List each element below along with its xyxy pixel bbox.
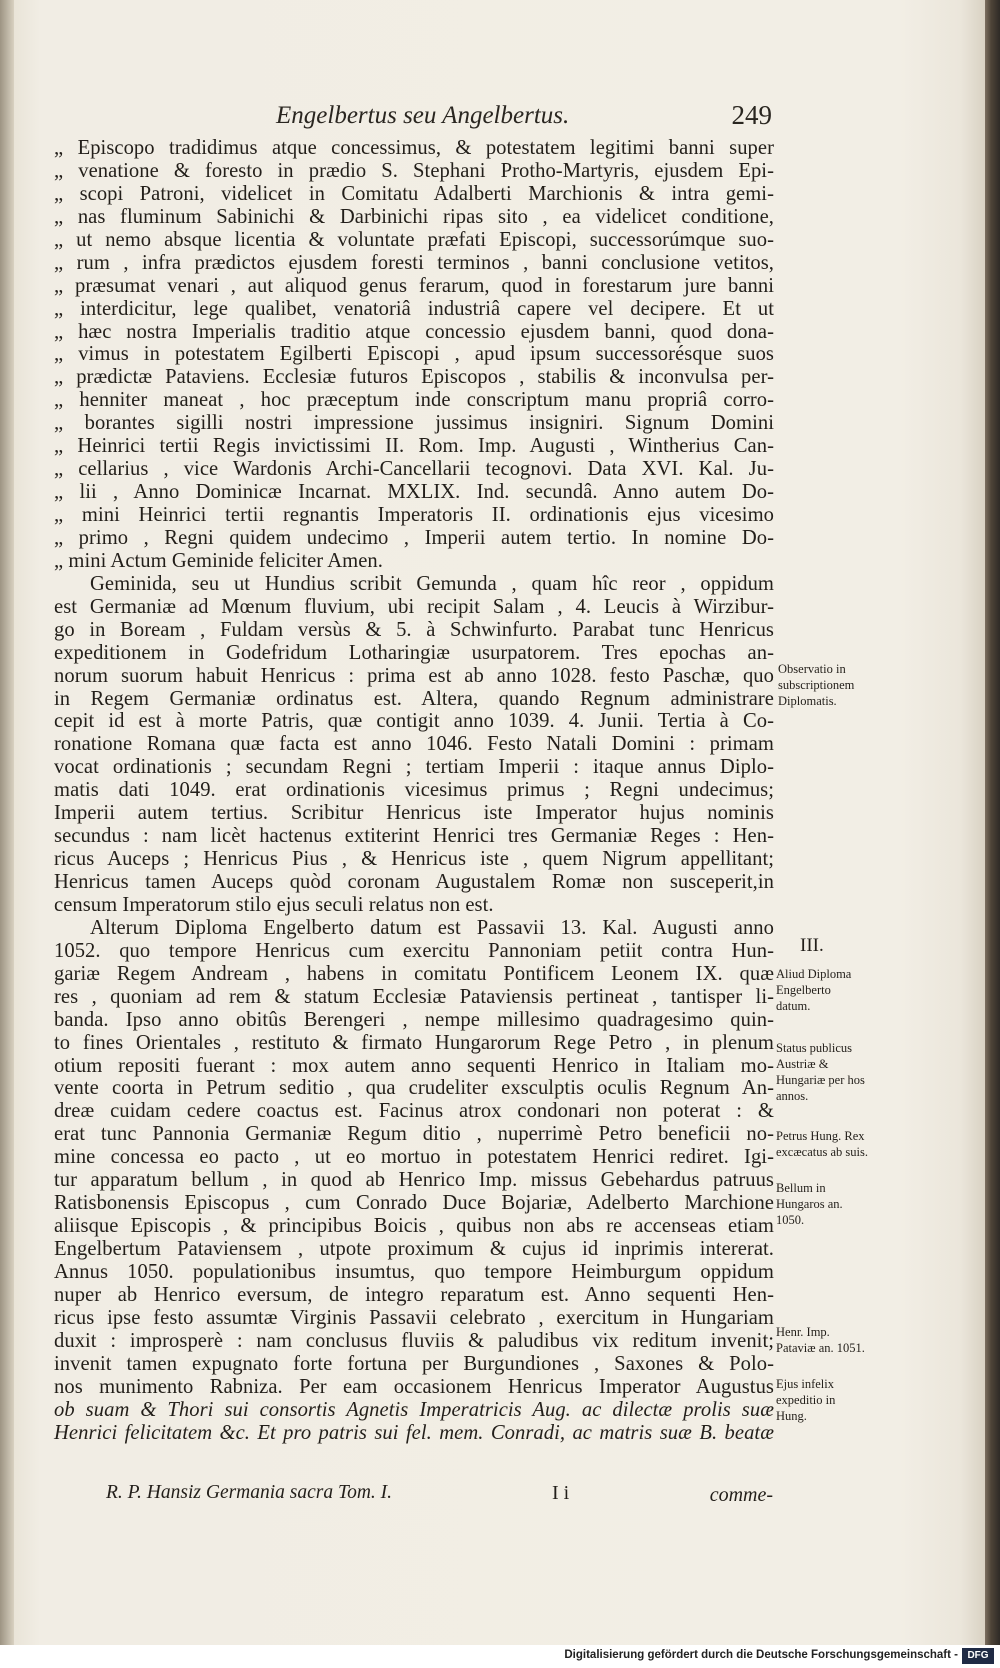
text-line: „ Episcopo tradidimus atque concessimus, & potestatem legitimi banni super bbox=[54, 137, 774, 159]
text-line: Henricus tamen Auceps quòd coronam Augustalem Romæ non susceperit,in bbox=[54, 871, 774, 893]
text-line: est Germaniæ ad Mœnum fluvium, ubi recipit Salam , 4. Leucis à Wirzibur- bbox=[54, 595, 774, 618]
footer-source: R. P. Hansiz Germania sacra Tom. I. bbox=[106, 1482, 393, 1503]
text-line: to fines Orientales , restituto & firmato Hungarorum Rege Petro , in plenum bbox=[54, 1031, 774, 1054]
running-title: Engelbertus seu Angelbertus. bbox=[276, 102, 570, 129]
text-line: cepit id est à morte Patris, quæ contigit anno 1039. 4. Junii. Tertia à Co- bbox=[54, 710, 774, 733]
margin-note: Bellum in Hungaros an. 1050. bbox=[776, 1181, 843, 1227]
text-line: 1052. quo tempore Henricus cum exercitu Pannoniam petiit contra Hun- bbox=[54, 939, 774, 962]
text-line: Annus 1050. populationibus insumtus, quo tempore Heimburgum oppidum bbox=[54, 1260, 774, 1283]
margin-note: Petrus Hung. Rex excæcatus ab suis. bbox=[776, 1129, 868, 1159]
text-line: ricus ipse festo assumtæ Virginis Passavii celebrato , exercitum in Hungariam bbox=[54, 1306, 774, 1329]
text-line: invenit tamen expugnato forte fortuna per Burgundiones , Saxones & Polo- bbox=[54, 1352, 774, 1375]
margin-note: Ejus infelix expeditio in Hung. bbox=[776, 1377, 836, 1423]
text-line: Ratisbonensis Episcopus , cum Conrado Duce Bojariæ, Adelberto Marchione bbox=[54, 1192, 774, 1215]
text-line: „ Heinrici tertii Regis invictissimi II. Rom. Imp. Augusti , Wintherius Can- bbox=[54, 435, 774, 458]
margin-note: Aliud Diploma Engelberto datum. bbox=[776, 967, 852, 1013]
margin-note: III. bbox=[800, 935, 824, 956]
text-line: expeditionem in Godefridum Lotharingiæ usurpatorem. Tres epochas an- bbox=[54, 641, 774, 664]
text-line: Engelbertum Pataviensem , utpote proximum & cujus id inprimis intererat. bbox=[54, 1238, 774, 1260]
text-line: „ præsumat venari , aut aliquod genus ferarum, quod in forestarum jure banni bbox=[54, 274, 774, 297]
text-line: in Regem Germaniæ ordinatus est. Altera, quando Regnum administrare bbox=[54, 687, 774, 710]
text-line: nos munimento Rabniza. Per eam occasionem Henricus Imperator Augustus bbox=[54, 1375, 774, 1398]
margin-note: Status publicus Austriæ & Hungariæ per hos annos. bbox=[776, 1041, 865, 1103]
page-number: 249 bbox=[731, 100, 772, 130]
text-line: „ cellarius , vice Wardonis Archi-Cancellarii tecognovi. Data XVI. Kal. Ju- bbox=[54, 458, 774, 481]
text-line: „ scopi Patroni, videlicet in Comitatu Adalberti Marchionis & intra gemi- bbox=[54, 182, 774, 205]
text-line: res , quoniam ad rem & statum Ecclesiæ Pataviensis pertineat , tantisper li- bbox=[54, 985, 774, 1008]
credit-bar bbox=[0, 1645, 1000, 1668]
text-line: ob suam & Thori sui consortis Agnetis Imperatricis Aug. ac dilectæ prolis suæ bbox=[54, 1398, 774, 1421]
digitization-credit: Digitalisierung gefördert durch die Deutsche Forschungsgemeinschaft - bbox=[564, 1649, 958, 1661]
text-line: „ mini Actum Geminide feliciter Amen. bbox=[54, 549, 383, 572]
text-line: „ primo , Regni quidem undecimo , Imperii autem tertio. In nomine Do- bbox=[54, 526, 774, 549]
text-line: ricus Auceps ; Henricus Pius , & Henricus iste , quem Nigrum appellitant; bbox=[54, 848, 774, 871]
margin-note: Observatio in subscriptionem Diplomatis. bbox=[778, 662, 855, 708]
text-line: Imperii autem tertius. Scribitur Henricus iste Imperator hujus nominis bbox=[54, 802, 774, 825]
text-line: „ vimus in potestatem Egilberti Episcopi , apud ipsum successorésque suos bbox=[54, 343, 774, 366]
text-line: dreæ cuidam cedere coactus est. Facinus atrox condonari non poterat : & bbox=[54, 1100, 774, 1123]
text-line: „ borantes sigilli nostri impressione jussimus insigniri. Signum Domini bbox=[54, 412, 774, 435]
page-edge-shadow bbox=[985, 0, 1000, 1645]
dfg-logo: DFG bbox=[962, 1648, 994, 1664]
text-line: Alterum Diploma Engelberto datum est Passavii 13. Kal. Augusti anno bbox=[90, 916, 774, 939]
text-line: secundus : nam licèt hactenus extiterint Henrici tres Germaniæ Reges : Hen- bbox=[54, 825, 774, 848]
text-line: matis dati 1049. erat ordinationis vicesimus primus ; Regni undecimus; bbox=[54, 779, 774, 802]
text-line: „ hæc nostra Imperialis traditio atque concessio ejusdem banni, quod dona- bbox=[54, 320, 774, 343]
text-line: „ lii , Anno Dominicæ Incarnat. MXLIX. Ind. secundâ. Anno autem Do- bbox=[54, 481, 774, 504]
text-line: Henrici felicitatem &c. Et pro patris sui fel. mem. Conradi, ac matris suæ B. beatæ bbox=[54, 1421, 774, 1444]
text-line: Geminida, seu ut Hundius scribit Gemunda , quam hîc reor , oppidum bbox=[90, 572, 774, 595]
text-line: norum suorum habuit Henricus : prima est ab anno 1028. festo Paschæ, quo bbox=[54, 664, 774, 687]
text-line: „ venatione & foresto in prædio S. Stephani Protho-Martyris, ejusdem Epi- bbox=[54, 159, 774, 182]
text-line: „ rum , infra prædictos ejusdem foresti terminos , banni conclusione vetitos, bbox=[54, 251, 774, 274]
text-line: go in Boream , Fuldam versùs & 5. à Schwinfurto. Parabat tunc Henricus bbox=[54, 618, 774, 641]
text-line: aliisque Episcopis , & principibus Boicis , quibus non abs re accenseas etiam bbox=[54, 1215, 774, 1238]
text-line: „ nas fluminum Sabinichi & Darbinichi ripas sito , ea videlicet conditione, bbox=[54, 205, 774, 228]
text-line: erat tunc Pannonia Germaniæ Regum ditio , nuperrimè Petro beneficii no- bbox=[54, 1123, 774, 1146]
text-line: mine concessa eo pacto , ut eo mortuo in potestatem Henrici rediret. Igi- bbox=[54, 1146, 774, 1169]
text-line: vocat ordinationis ; secundam Regni ; tertiam Imperii : itaque annus Diplo- bbox=[54, 756, 774, 779]
catchword: comme- bbox=[709, 1484, 773, 1506]
text-line: „ henniter maneat , hoc præceptum inde conscriptum manu propriâ corro- bbox=[54, 389, 774, 412]
text-line: duxit : improsperè : nam conclusus fluviis & paludibus vix reditum invenit; bbox=[54, 1329, 774, 1352]
text-line: banda. Ipso anno obitûs Berengeri , nempe millesimo quadragesimo quin- bbox=[54, 1008, 774, 1031]
text-line: vente coorta in Petrum seditio , qua crudeliter exsculptis oculis Regnum An- bbox=[54, 1077, 774, 1100]
text-line: otium repositi fuerant : mox autem anno sequenti Henrico in Italiam mo- bbox=[54, 1054, 774, 1077]
signature-mark: I i bbox=[552, 1482, 570, 1504]
text-line: „ ut nemo absque licentia & voluntate præfati Episcopi, successorúmque suo- bbox=[54, 228, 774, 251]
text-line: „ prædictæ Pataviens. Ecclesiæ futuros Episcopos , stabilis & inconvulsa per- bbox=[54, 366, 774, 389]
margin-note: Henr. Imp. Pataviæ an. 1051. bbox=[776, 1325, 865, 1355]
text-line: „ mini Heinrici tertii regnantis Imperatoris II. ordinationis ejus vicesimo bbox=[54, 504, 774, 526]
text-line: ronatione Romana quæ facta est anno 1046. Festo Natali Domini : primam bbox=[54, 733, 774, 756]
text-line: gariæ Regem Andream , habens in comitatu Pontificem Leonem IX. quæ bbox=[54, 962, 774, 985]
text-line: nuper ab Henrico eversum, de integro reparatum est. Anno sequenti Hen- bbox=[54, 1283, 774, 1306]
text-line: tur apparatum bellum , in quod ab Henrico Imp. missus Gebehardus patruus bbox=[54, 1169, 774, 1192]
text-line: „ interdicitur, lege qualibet, venatoriâ industriâ capere vel decipere. Et ut bbox=[54, 297, 774, 320]
text-line: censum Imperatorum stilo ejus seculi relatus non est. bbox=[54, 893, 494, 916]
